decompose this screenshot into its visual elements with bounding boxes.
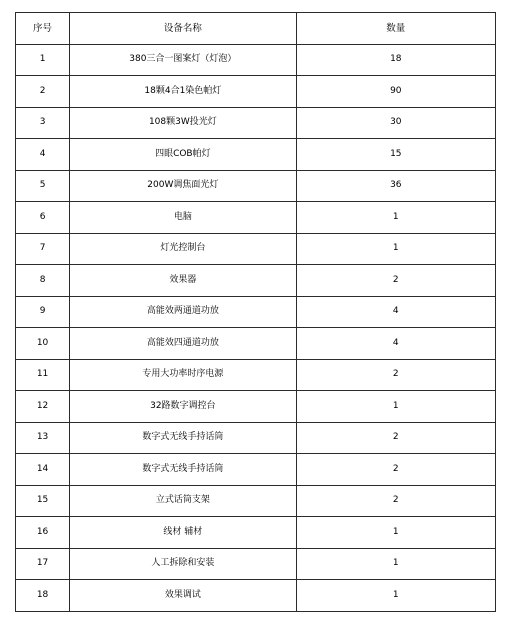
table-row	[16, 485, 496, 517]
serial-number-cell: 1	[16, 44, 70, 76]
equipment-name-cell: 32路数字调控台	[70, 391, 296, 423]
equipment-name-cell: 380三合一图案灯（灯泡）	[70, 44, 296, 76]
serial-number-cell: 16	[16, 517, 70, 549]
equipment-name-cell: 立式话筒支架	[70, 485, 296, 517]
table-row	[16, 170, 496, 202]
serial-number-cell: 13	[16, 422, 70, 454]
quantity-cell: 90	[296, 76, 495, 108]
table-row	[16, 548, 496, 580]
table-row	[16, 107, 496, 139]
equipment-name-cell: 灯光控制台	[70, 233, 296, 265]
quantity-cell: 1	[296, 548, 495, 580]
quantity-cell: 1	[296, 391, 495, 423]
equipment-name-cell: 专用大功率时序电源	[70, 359, 296, 391]
equipment-name-cell: 四眼COB帕灯	[70, 139, 296, 171]
quantity-cell: 2	[296, 265, 495, 297]
quantity-cell: 2	[296, 485, 495, 517]
header-equipment-name: 设备名称	[70, 13, 296, 45]
equipment-name-cell: 数字式无线手持话筒	[70, 454, 296, 486]
quantity-cell: 15	[296, 139, 495, 171]
serial-number-cell: 6	[16, 202, 70, 234]
quantity-cell: 36	[296, 170, 495, 202]
table-row	[16, 296, 496, 328]
quantity-cell: 2	[296, 454, 495, 486]
serial-number-cell: 2	[16, 76, 70, 108]
serial-number-cell: 4	[16, 139, 70, 171]
table-row	[16, 454, 496, 486]
equipment-name-cell: 效果调试	[70, 580, 296, 612]
quantity-cell: 1	[296, 202, 495, 234]
quantity-cell: 2	[296, 422, 495, 454]
equipment-name-cell: 电脑	[70, 202, 296, 234]
table-row	[16, 44, 496, 76]
quantity-cell: 1	[296, 517, 495, 549]
equipment-name-cell: 108颗3W投光灯	[70, 107, 296, 139]
quantity-cell: 1	[296, 233, 495, 265]
serial-number-cell: 5	[16, 170, 70, 202]
serial-number-cell: 14	[16, 454, 70, 486]
table-row	[16, 517, 496, 549]
quantity-cell: 18	[296, 44, 495, 76]
equipment-name-cell: 效果器	[70, 265, 296, 297]
table-row	[16, 233, 496, 265]
quantity-cell: 1	[296, 580, 495, 612]
table-row	[16, 391, 496, 423]
serial-number-cell: 9	[16, 296, 70, 328]
table-row	[16, 359, 496, 391]
serial-number-cell: 18	[16, 580, 70, 612]
equipment-name-cell: 人工拆除和安装	[70, 548, 296, 580]
equipment-name-cell: 高能效四通道功放	[70, 328, 296, 360]
serial-number-cell: 8	[16, 265, 70, 297]
table-body	[16, 44, 496, 611]
equipment-name-cell: 18颗4合1染色帕灯	[70, 76, 296, 108]
serial-number-cell: 15	[16, 485, 70, 517]
serial-number-cell: 12	[16, 391, 70, 423]
serial-number-cell: 3	[16, 107, 70, 139]
table-row	[16, 328, 496, 360]
quantity-cell: 4	[296, 296, 495, 328]
table-row	[16, 76, 496, 108]
equipment-name-cell: 数字式无线手持话筒	[70, 422, 296, 454]
table-row	[16, 580, 496, 612]
quantity-cell: 4	[296, 328, 495, 360]
equipment-name-cell: 高能效两通道功放	[70, 296, 296, 328]
equipment-name-cell: 线材 辅材	[70, 517, 296, 549]
serial-number-cell: 11	[16, 359, 70, 391]
header-quantity: 数量	[296, 13, 495, 45]
equipment-table	[15, 12, 496, 612]
header-serial-number: 序号	[16, 13, 70, 45]
table-row	[16, 422, 496, 454]
quantity-cell: 30	[296, 107, 495, 139]
table-row	[16, 265, 496, 297]
serial-number-cell: 10	[16, 328, 70, 360]
table-header-row	[16, 13, 496, 45]
table-row	[16, 202, 496, 234]
table-row	[16, 139, 496, 171]
serial-number-cell: 17	[16, 548, 70, 580]
serial-number-cell: 7	[16, 233, 70, 265]
equipment-name-cell: 200W调焦面光灯	[70, 170, 296, 202]
quantity-cell: 2	[296, 359, 495, 391]
